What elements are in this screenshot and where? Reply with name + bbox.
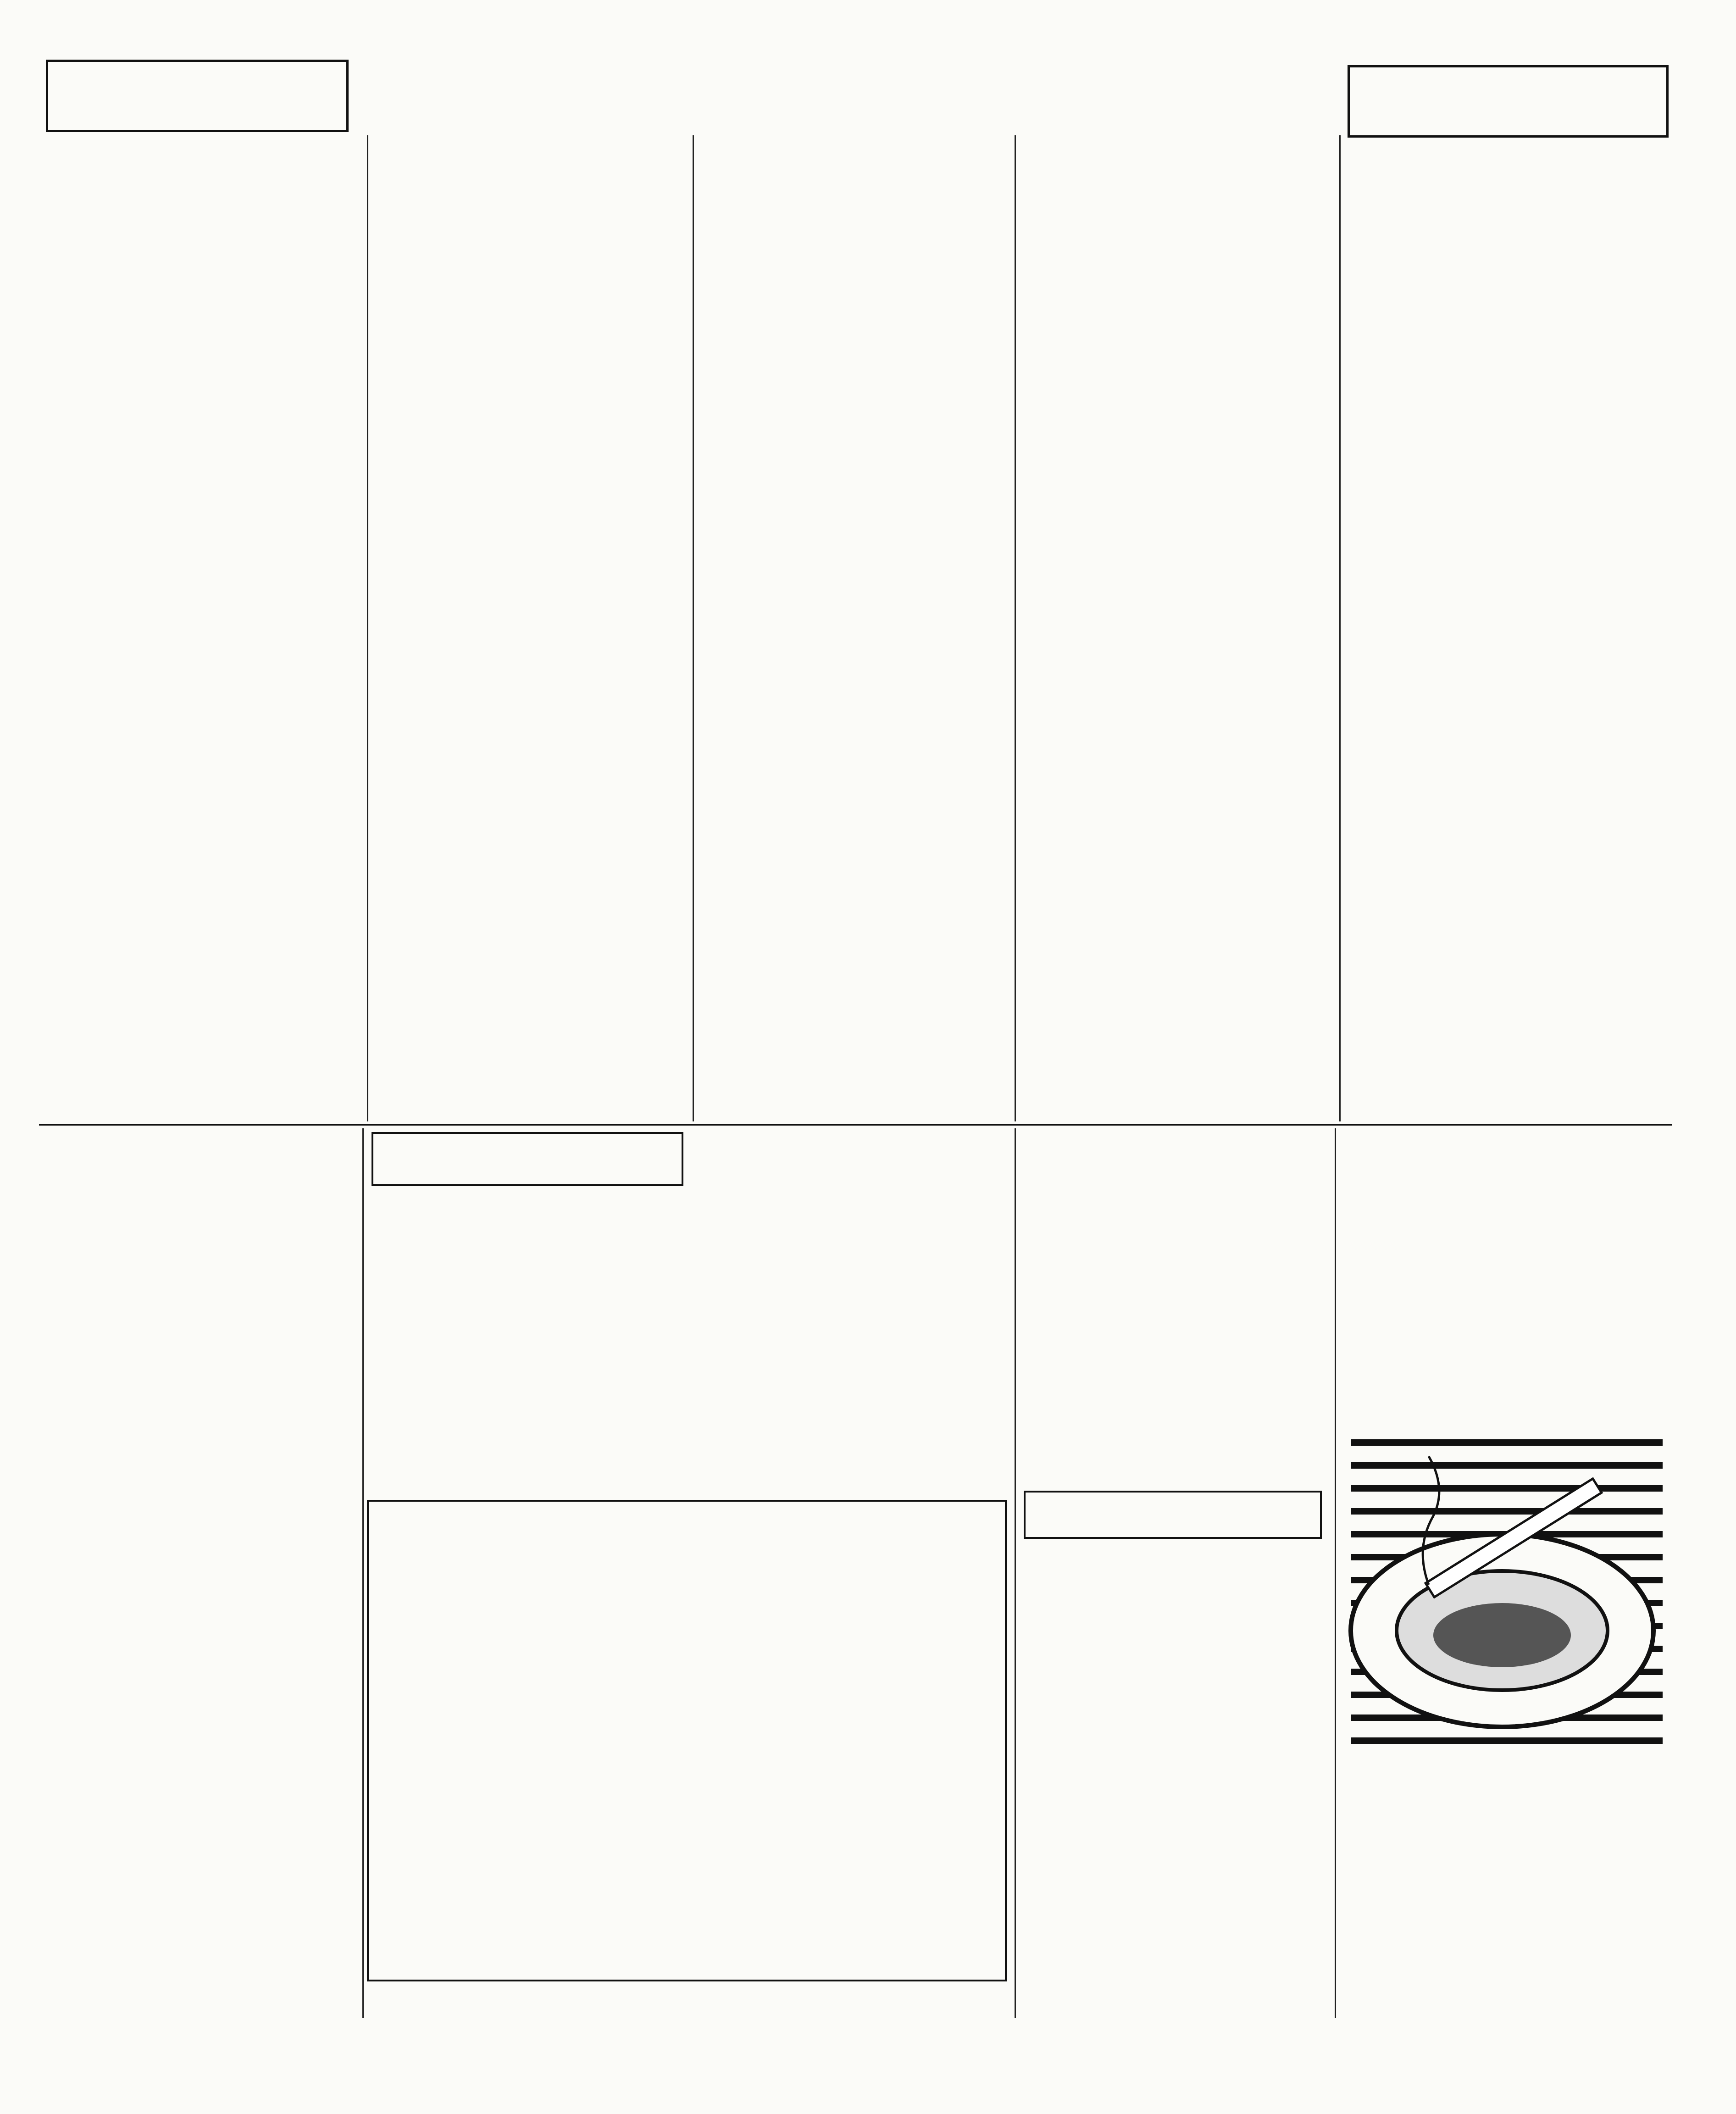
de-reszke-advert [1342,1415,1669,2025]
station-4yc-header [372,1132,683,1186]
sports-summaries-right [1348,65,1669,138]
sports-summaries-left [46,60,349,132]
ashtray-cigarette-illustration [1342,1415,1669,1887]
broadcasts-to-schools-box [367,1500,1007,1981]
station-4yz-header [1024,1491,1322,1539]
